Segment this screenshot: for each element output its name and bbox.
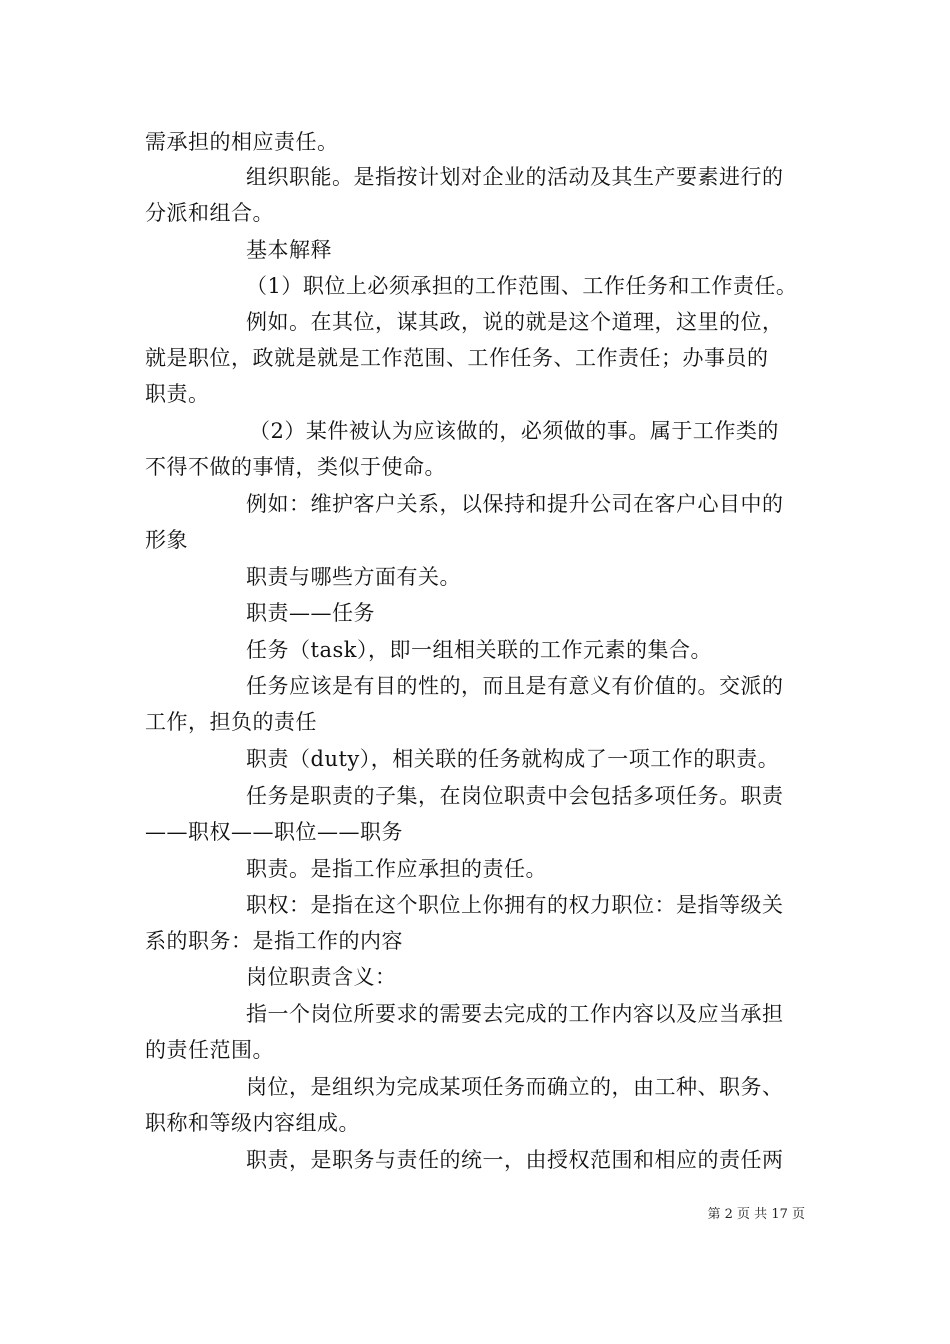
text-line: 职权：是指在这个职位上你拥有的权力职位：是指等级关 <box>246 893 784 917</box>
text-line: 需承担的相应责任。 <box>145 130 339 154</box>
text-line: 职责与哪些方面有关。 <box>246 565 461 589</box>
page-number: 第 2 页 共 17 页 <box>707 1207 805 1222</box>
text-line: 分派和组合。 <box>145 201 274 225</box>
text-line: 形象 <box>145 528 188 552</box>
text-line: 岗位，是组织为完成某项任务而确立的，由工种、职务、 <box>246 1075 784 1099</box>
text-line: 不得不做的事情，类似于使命。 <box>145 455 446 479</box>
text-line: 任务（task），即一组相关联的工作元素的集合。 <box>246 638 712 662</box>
text-line: 指一个岗位所要求的需要去完成的工作内容以及应当承担 <box>246 1002 784 1026</box>
text-line: 职责，是职务与责任的统一，由授权范围和相应的责任两 <box>246 1148 784 1172</box>
text-line: 例如。在其位，谋其政，说的就是这个道理，这里的位， <box>246 310 784 334</box>
text-line: 职责——任务 <box>246 601 375 625</box>
text-line: 基本解释 <box>246 238 332 262</box>
text-line: 就是职位，政就是就是工作范围、工作任务、工作责任；办事员的 <box>145 346 769 370</box>
text-line: 职责。 <box>145 382 210 406</box>
text-line: 工作，担负的责任 <box>145 710 317 734</box>
text-line: 任务是职责的子集，在岗位职责中会包括多项任务。职责 <box>246 784 784 808</box>
text-line: （2）某件被认为应该做的，必须做的事。属于工作类的 <box>249 419 779 443</box>
text-line: （1）职位上必须承担的工作范围、工作任务和工作责任。 <box>246 274 798 298</box>
text-line: 任务应该是有目的性的，而且是有意义有价值的。交派的 <box>246 674 784 698</box>
text-line: 职责（duty），相关联的任务就构成了一项工作的职责。 <box>246 747 780 771</box>
text-line: ——职权——职位——职务 <box>145 820 403 844</box>
text-line: 系的职务：是指工作的内容 <box>145 929 403 953</box>
text-line: 例如：维护客户关系，以保持和提升公司在客户心目中的 <box>246 492 784 516</box>
text-line: 职称和等级内容组成。 <box>145 1111 360 1135</box>
text-line: 岗位职责含义： <box>246 965 397 989</box>
text-line: 组织职能。是指按计划对企业的活动及其生产要素进行的 <box>246 165 784 189</box>
text-line: 职责。是指工作应承担的责任。 <box>246 857 547 881</box>
text-line: 的责任范围。 <box>145 1038 274 1062</box>
